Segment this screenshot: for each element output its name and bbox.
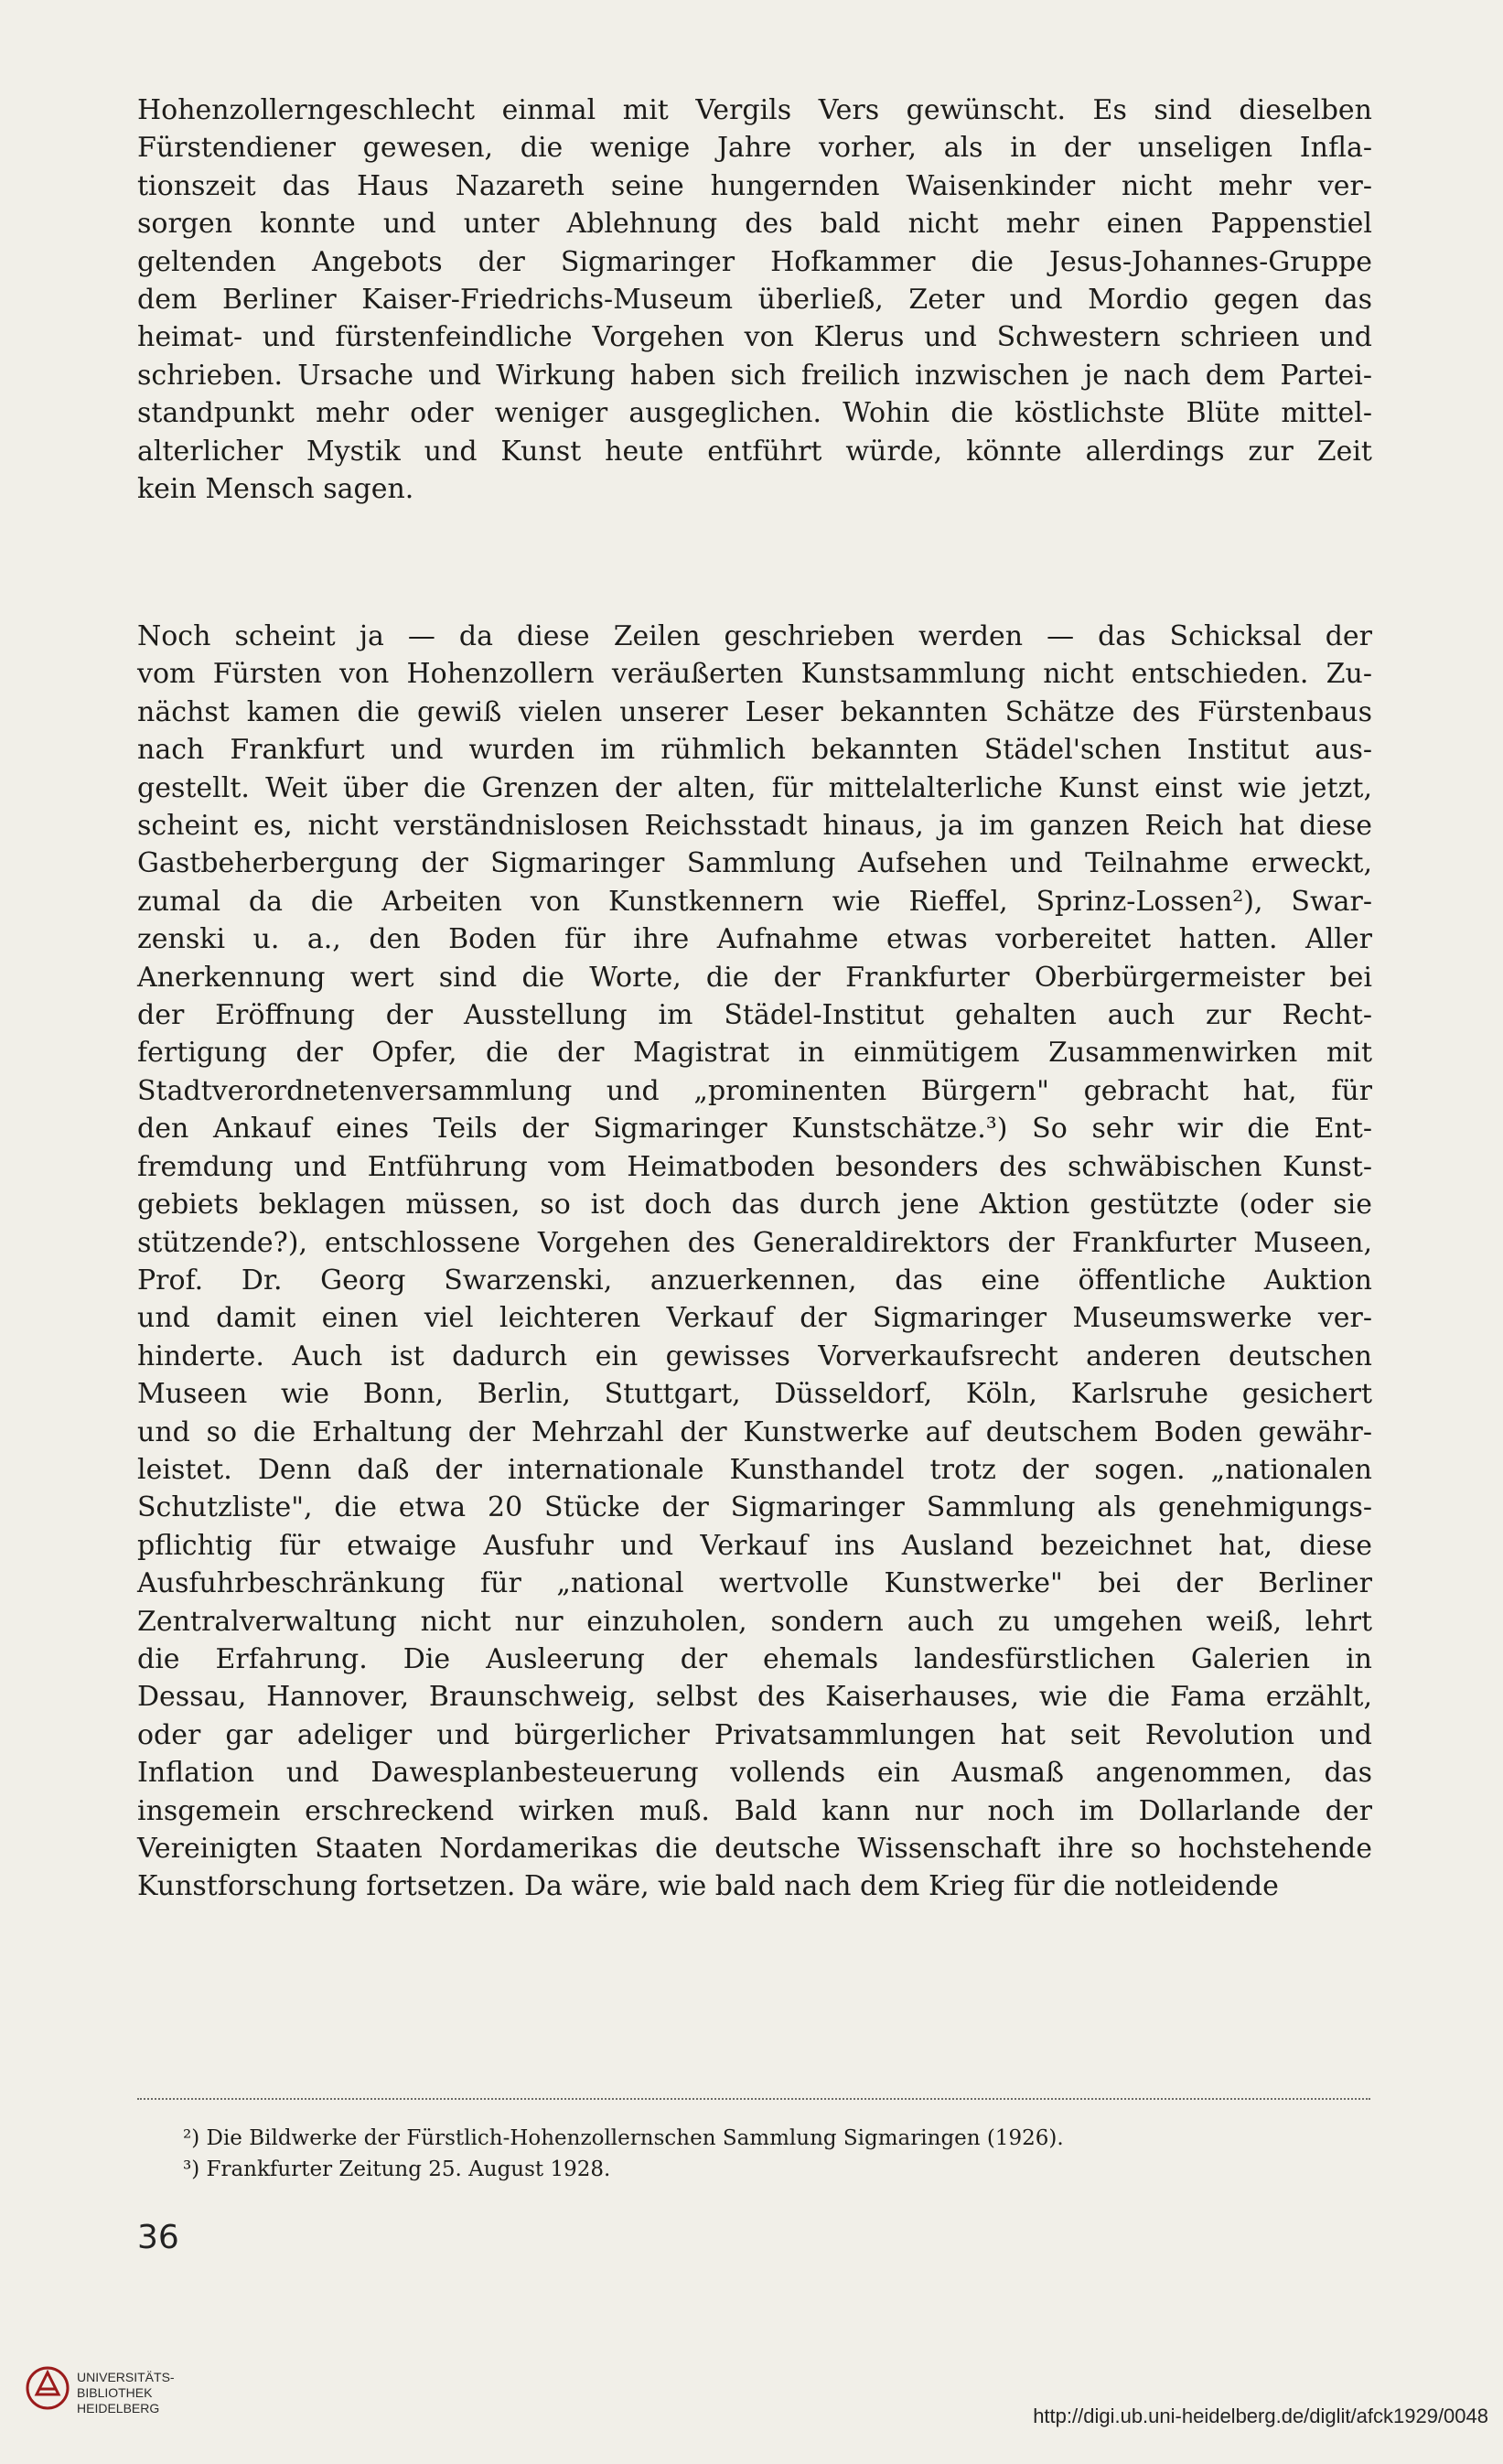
paragraph-2: [137, 618, 1372, 1906]
text-line: gestellt. Weit über die Grenzen der alten, für mittelalterliche Kunst einst wie jetzt,: [137, 771, 1372, 804]
text-line: heimat- und fürstenfeindliche Vorgehen von Klerus und Schwestern schrieen und: [137, 321, 1372, 354]
text-line: tionszeit das Haus Nazareth seine hungernden Waisenkinder nicht mehr ver-: [137, 169, 1372, 202]
text-line: Inflation und Dawesplanbesteuerung vollends ein Ausmaß angenommen, das: [137, 1757, 1372, 1790]
text-line: die Erfahrung. Die Ausleerung der ehemals landesfürstlichen Galerien in: [137, 1642, 1372, 1675]
text-line: standpunkt mehr oder weniger ausgeglichen. Wohin die köstlichste Blüte mittel-: [137, 397, 1372, 430]
text-line: Hohenzollerngeschlecht einmal mit Vergils Vers gewünscht. Es sind dieselben: [137, 94, 1372, 126]
footnote-3: ³) Frankfurter Zeitung 25. August 1928.: [183, 2157, 611, 2181]
text-line: hinderte. Auch ist dadurch ein gewisses Vorverkaufsrecht anderen deutschen: [137, 1340, 1372, 1372]
text-line: geltenden Angebots der Sigmaringer Hofkammer die Jesus-Johannes-Gruppe: [137, 245, 1372, 278]
paragraph-1: [137, 91, 1372, 508]
text-line: insgemein erschreckend wirken muß. Bald kann nur noch im Dollarlande der: [137, 1794, 1372, 1827]
text-line: Museen wie Bonn, Berlin, Stuttgart, Düsseldorf, Köln, Karlsruhe gesichert: [137, 1378, 1372, 1411]
text-line: stützende?), entschlossene Vorgehen des Generaldirektors der Frankfurter Museen,: [137, 1226, 1372, 1259]
text-line: leistet. Denn daß der internationale Kunsthandel trotz der sogen. „nationalen: [137, 1453, 1372, 1486]
source-url[interactable]: http://digi.ub.uni-heidelberg.de/diglit/afck1929/0048: [1033, 2405, 1488, 2427]
text-line: Schutzliste", die etwa 20 Stücke der Sigmaringer Sammlung als genehmigungs-: [137, 1491, 1372, 1524]
text-line: oder gar adeliger und bürgerlicher Privatsammlungen hat seit Revolution und: [137, 1718, 1372, 1751]
text-line: Fürstendiener gewesen, die wenige Jahre vorher, als in der unseligen Infla-: [137, 132, 1372, 165]
text-line: sorgen konnte und unter Ablehnung des bald nicht mehr einen Pappenstiel: [137, 208, 1372, 241]
text-line: nächst kamen die gewiß vielen unserer Leser bekannten Schätze des Fürstenbaus: [137, 695, 1372, 728]
text-line: und so die Erhaltung der Mehrzahl der Kunstwerke auf deutschem Boden gewähr-: [137, 1415, 1372, 1448]
text-line: Anerkennung wert sind die Worte, die der Frankfurter Oberbürgermeister bei: [137, 961, 1372, 994]
text-line: fertigung der Opfer, die der Magistrat in einmütigem Zusammenwirken mit: [137, 1037, 1372, 1070]
text-line: den Ankauf eines Teils der Sigmaringer Kunstschätze.³) So sehr wir die Ent-: [137, 1113, 1372, 1146]
text-line: Kunstforschung fortsetzen. Da wäre, wie bald nach dem Krieg für die notleidende: [137, 1870, 1279, 1903]
text-line: fremdung und Entführung vom Heimatboden besonders des schwäbischen Kunst-: [137, 1150, 1372, 1183]
text-line: kein Mensch sagen.: [137, 473, 414, 506]
text-line: gebiets beklagen müssen, so ist doch das durch jene Aktion gestützte (oder sie: [137, 1189, 1372, 1221]
text-line: pflichtig für etwaige Ausfuhr und Verkauf ins Ausland bezeichnet hat, diese: [137, 1529, 1372, 1562]
text-line: zumal da die Arbeiten von Kunstkennern wie Rieffel, Sprinz-Lossen²), Swar-: [137, 885, 1372, 918]
footnote-separator: [137, 2098, 1370, 2100]
text-line: Gastbeherbergung der Sigmaringer Sammlung Aufsehen und Teilnahme erweckt,: [137, 847, 1372, 880]
library-name: UNIVERSITÄTS- BIBLIOTHEK HEIDELBERG: [77, 2370, 175, 2416]
page-number: 36: [137, 2219, 179, 2256]
text-line: Stadtverordnetenversammlung und „prominenten Bürgern" gebracht hat, für: [137, 1074, 1372, 1107]
text-line: zenski u. a., den Boden für ihre Aufnahme etwas vorbereitet hatten. Aller: [137, 923, 1372, 956]
text-line: Prof. Dr. Georg Swarzenski, anzuerkennen, das eine öffentliche Auktion: [137, 1264, 1372, 1297]
text-line: Noch scheint ja — da diese Zeilen geschrieben werden — das Schicksal der: [137, 620, 1372, 652]
text-line: Ausfuhrbeschränkung für „national wertvolle Kunstwerke" bei der Berliner: [137, 1567, 1372, 1600]
text-line: alterlicher Mystik und Kunst heute entführt würde, könnte allerdings zur Zeit: [137, 435, 1372, 468]
text-line: schrieben. Ursache und Wirkung haben sich freilich inzwischen je nach dem Partei-: [137, 359, 1372, 392]
footnotes: [183, 2123, 1372, 2185]
text-line: Dessau, Hannover, Braunschweig, selbst des Kaiserhauses, wie die Fama erzählt,: [137, 1681, 1372, 1714]
text-line: nach Frankfurt und wurden im rühmlich bekannten Städel'schen Institut aus-: [137, 734, 1372, 767]
text-line: scheint es, nicht verständnislosen Reichsstadt hinaus, ja im ganzen Reich hat diese: [137, 810, 1372, 843]
text-line: Vereinigten Staaten Nordamerikas die deutsche Wissenschaft ihre so hochstehende: [137, 1833, 1372, 1865]
text-line: vom Fürsten von Hohenzollern veräußerten Kunstsammlung nicht entschieden. Zu-: [137, 658, 1372, 691]
text-line: dem Berliner Kaiser-Friedrichs-Museum überließ, Zeter und Mordio gegen das: [137, 284, 1372, 317]
text-line: der Eröffnung der Ausstellung im Städel-Institut gehalten auch zur Recht-: [137, 999, 1372, 1032]
text-line: und damit einen viel leichteren Verkauf der Sigmaringer Museumswerke ver-: [137, 1302, 1372, 1335]
text-line: Zentralverwaltung nicht nur einzuholen, sondern auch zu umgehen weiß, lehrt: [137, 1605, 1372, 1638]
footnote-2: ²) Die Bildwerke der Fürstlich-Hohenzollernschen Sammlung Sigmaringen (1926).: [183, 2126, 1064, 2150]
